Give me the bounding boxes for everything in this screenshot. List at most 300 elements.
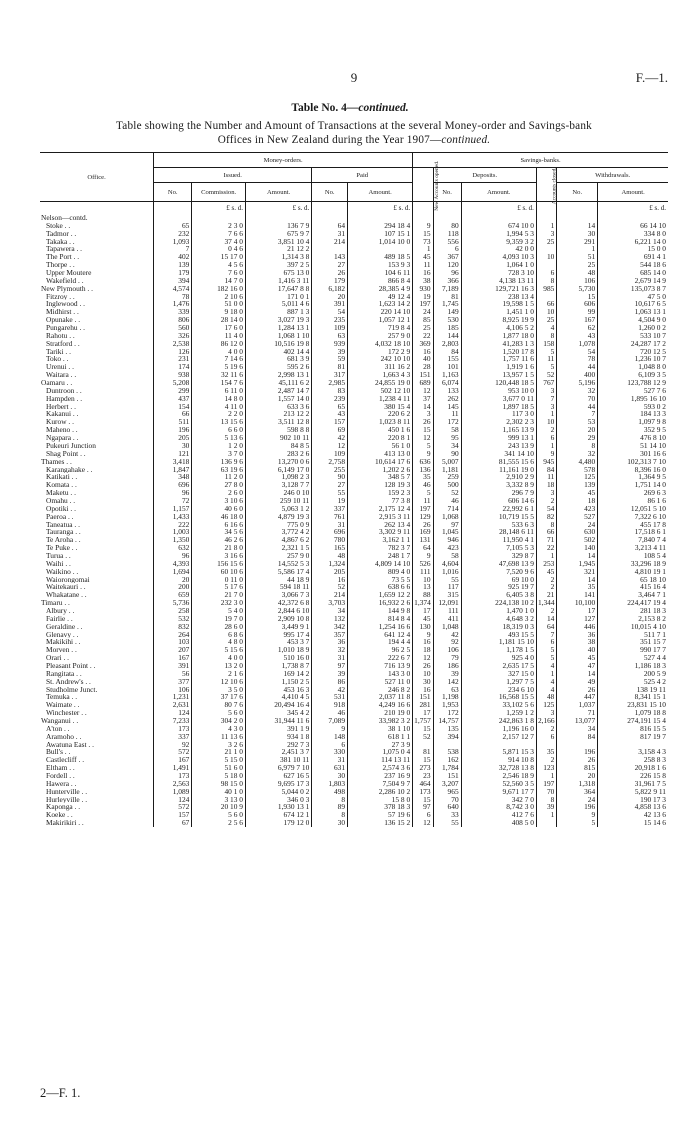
accounts-closed-cell: 9: [536, 450, 556, 458]
table-row: [40, 646, 668, 654]
office-cell: Komata . .: [40, 481, 154, 489]
issued-no-cell: 532: [154, 615, 192, 623]
deposits-amount-cell: 242,863 1 8: [461, 717, 536, 725]
withdrawals-no-cell: 167: [557, 316, 598, 324]
commission-cell: 14 7 0: [192, 277, 246, 285]
header-commission: Commission.: [192, 183, 246, 202]
office-cell: Aramoho . .: [40, 733, 154, 741]
table-row: [40, 528, 668, 536]
withdrawals-no-cell: 47: [557, 662, 598, 670]
paid-amount-cell: 128 19 3: [348, 481, 413, 489]
paid-no-cell: 391: [312, 300, 348, 308]
accounts-closed-cell: [536, 245, 556, 253]
withdrawals-no-cell: 40: [557, 646, 598, 654]
commission-cell: 6 16 6: [192, 521, 246, 529]
office-cell: Hawera . .: [40, 780, 154, 788]
commission-cell: 5 19 6: [192, 363, 246, 371]
withdrawals-amount-cell: 1,079 18 8: [634, 709, 666, 717]
accounts-closed-cell: 767: [536, 379, 556, 387]
table-row: [40, 733, 668, 741]
withdrawals-amount-cell: 3,213 4 11: [634, 544, 666, 552]
commission-cell: 80 7 6: [192, 701, 246, 709]
commission-cell: 40 1 0: [192, 788, 246, 796]
commission-cell: 4 3 0: [192, 725, 246, 733]
deposits-amount-cell: 224,138 10 2: [461, 599, 536, 607]
issued-amount-cell: 21 12 2: [245, 245, 311, 253]
office-cell: Hunterville . .: [40, 788, 154, 796]
paid-amount-cell: 814 8 4: [348, 615, 413, 623]
issued-amount-cell: 674 12 1: [245, 811, 311, 819]
withdrawals-amount-cell: 476 8 10: [640, 434, 666, 442]
withdrawals-no-cell: 24: [557, 796, 598, 804]
issued-amount-cell: 453 16 3: [245, 686, 311, 694]
new-accounts-cell: 111: [413, 568, 433, 576]
withdrawals-no-cell: 4,480: [557, 458, 598, 466]
accounts-closed-cell: 18: [536, 481, 556, 489]
withdrawals-no-cell: 196: [557, 803, 598, 811]
new-accounts-cell: 13: [413, 583, 433, 591]
issued-amount-cell: 169 14 2: [245, 670, 311, 678]
office-cell: Opunake . .: [40, 316, 154, 324]
withdrawals-amount-cell: 7,322 6 10: [634, 512, 666, 521]
office-cell: Eltham . .: [40, 764, 154, 772]
table-row: [40, 756, 668, 764]
issued-amount-cell: 246 0 10: [245, 489, 311, 497]
issued-no-cell: 106: [154, 686, 192, 694]
accounts-closed-cell: 66: [536, 528, 556, 536]
accounts-closed-cell: 2: [536, 576, 556, 584]
deposits-amount-cell: 33,102 5 6: [461, 701, 536, 709]
accounts-closed-cell: 54: [536, 505, 556, 513]
paid-amount-cell: 641 12 4: [348, 631, 413, 639]
accounts-closed-cell: 66: [536, 300, 556, 308]
deposits-no-cell: 90: [433, 450, 461, 458]
issued-amount-cell: 283 2 6: [245, 450, 311, 458]
office-cell: Tariki . .: [40, 348, 154, 356]
withdrawals-amount-cell: 4,858 13 6: [634, 803, 666, 812]
withdrawals-no-cell: 141: [557, 591, 598, 599]
withdrawals-no-cell: 17: [557, 607, 598, 615]
new-accounts-cell: 5: [413, 442, 433, 450]
issued-no-cell: 72: [154, 497, 192, 505]
paid-amount-cell: 237 16 9: [348, 772, 413, 780]
new-accounts-cell: 131: [413, 536, 433, 544]
deposits-no-cell: 423: [433, 544, 461, 552]
table-title: [0, 102, 700, 114]
table-row: [40, 245, 668, 253]
header-accounts-closed-label: Accounts closed.: [551, 167, 558, 204]
issued-no-cell: 938: [154, 371, 192, 379]
paid-no-cell: 109: [312, 324, 348, 332]
paid-no-cell: 32: [312, 646, 348, 654]
paid-no-cell: 55: [312, 489, 348, 497]
paid-no-cell: 83: [312, 387, 348, 395]
header-money-orders: Money-orders.: [154, 153, 413, 168]
issued-no-cell: 2,538: [154, 340, 192, 348]
office-cell: Herbert . .: [40, 403, 154, 411]
paid-no-cell: 2,985: [312, 379, 348, 387]
issued-no-cell: 173: [154, 772, 192, 780]
office-cell: Wakefield . .: [40, 277, 154, 285]
paid-amount-cell: 3,302 9 11: [348, 528, 413, 536]
accounts-closed-cell: 1: [536, 410, 556, 418]
issued-no-cell: 231: [154, 355, 192, 363]
new-accounts-cell: 22: [413, 332, 433, 340]
issued-no-cell: 174: [154, 363, 192, 371]
withdrawals-no-cell: 38: [557, 638, 598, 646]
withdrawals-amount-cell: 7,840 7 4: [638, 536, 666, 545]
issued-no-cell: 1,694: [154, 568, 192, 576]
paid-no-cell: 780: [312, 536, 348, 544]
issued-no-cell: 377: [154, 678, 192, 686]
issued-no-cell: 4,393: [154, 560, 192, 568]
withdrawals-amount-cell: 533 10 7: [640, 331, 666, 340]
paid-no-cell: 31: [312, 654, 348, 662]
commission-cell: 37 4 0: [192, 238, 246, 246]
paid-amount-cell: 1,014 10 0: [348, 238, 413, 246]
commission-cell: 51 0 0: [192, 300, 246, 308]
paid-no-cell: 65: [312, 403, 348, 411]
paid-no-cell: 27: [312, 261, 348, 269]
paid-no-cell: 63: [312, 332, 348, 340]
paid-no-cell: 81: [312, 363, 348, 371]
new-accounts-cell: 1: [413, 245, 433, 253]
paid-amount-cell: 15 8 0: [348, 796, 413, 804]
issued-amount-cell: 292 7 3: [245, 741, 311, 749]
issued-no-cell: 92: [154, 741, 192, 749]
commission-cell: 98 15 0: [192, 780, 246, 788]
commission-cell: 4 11 0: [192, 403, 246, 411]
deposits-no-cell: 1,016: [433, 568, 461, 576]
paid-no-cell: 143: [312, 253, 348, 261]
issued-no-cell: 1,847: [154, 466, 192, 474]
paid-no-cell: 42: [312, 434, 348, 442]
withdrawals-no-cell: 1,078: [557, 340, 598, 348]
deposits-no-cell: 965: [433, 788, 461, 796]
paid-no-cell: 19: [312, 497, 348, 505]
office-cell: Thorpe . .: [40, 261, 154, 269]
issued-no-cell: 7: [154, 245, 192, 253]
table-title-continued: continued.: [358, 102, 409, 114]
deposits-amount-cell: 296 7 9: [461, 489, 536, 497]
withdrawals-amount-cell: 51 14 10: [640, 441, 666, 450]
deposits-no-cell: 262: [433, 395, 461, 403]
office-cell: Rangitata . .: [40, 670, 154, 678]
office-cell: Makikihi . .: [40, 638, 154, 646]
commission-cell: [192, 214, 246, 222]
commission-cell: 32 11 6: [192, 371, 246, 379]
office-cell: Hampden . .: [40, 395, 154, 403]
issued-amount-cell: 213 12 2: [245, 410, 311, 418]
office-cell: Upper Moutere: [40, 269, 154, 277]
withdrawals-amount-cell: 301 16 6: [640, 449, 666, 458]
table-row: [40, 615, 668, 623]
commission-cell: 28 6 0: [192, 623, 246, 631]
commission-cell: 7 6 0: [192, 269, 246, 277]
paid-no-cell: 337: [312, 505, 348, 513]
deposits-amount-cell: 8,742 3 0: [461, 803, 536, 811]
paid-no-cell: 761: [312, 513, 348, 521]
table-row: [40, 293, 668, 301]
deposits-no-cell: 144: [433, 332, 461, 340]
withdrawals-amount-cell: 135,073 8 7: [630, 284, 666, 293]
issued-no-cell: 65: [154, 222, 192, 230]
paid-amount-cell: 28,385 4 9: [348, 285, 413, 293]
withdrawals-amount-cell: 42 13 6: [643, 811, 666, 820]
office-cell: The Port . .: [40, 253, 154, 261]
paid-amount-cell: 489 18 5: [348, 253, 413, 261]
issued-no-cell: 572: [154, 803, 192, 811]
new-accounts-cell: 26: [413, 521, 433, 529]
new-accounts-cell: 12: [413, 654, 433, 662]
table-row: [40, 371, 668, 379]
paid-no-cell: 31: [312, 756, 348, 764]
paid-no-cell: 205: [312, 568, 348, 576]
paid-amount-cell: 1,023 8 11: [348, 418, 413, 426]
accounts-closed-cell: 35: [536, 748, 556, 756]
withdrawals-no-cell: 14: [557, 576, 598, 584]
issued-amount-cell: 5,011 4 6: [245, 300, 311, 308]
withdrawals-no-cell: 578: [557, 466, 598, 474]
paid-no-cell: 214: [312, 238, 348, 246]
table-row: [40, 285, 668, 293]
deposits-amount-cell: 42 0 0: [461, 245, 536, 253]
paid-amount-cell: 242 10 10: [348, 355, 413, 363]
deposits-no-cell: 34: [433, 442, 461, 450]
commission-cell: 0 4 6: [192, 245, 246, 253]
accounts-closed-cell: [536, 741, 556, 749]
office-cell: Glenavy . .: [40, 631, 154, 639]
deposits-amount-cell: 2,910 2 9: [461, 473, 536, 481]
issued-no-cell: 1,433: [154, 513, 192, 521]
paid-amount-cell: [348, 245, 413, 253]
commission-cell: 40 6 0: [192, 505, 246, 513]
issued-no-cell: 560: [154, 324, 192, 332]
office-cell: Morven . .: [40, 646, 154, 654]
withdrawals-amount-cell: 274,191 15 4: [627, 717, 666, 725]
issued-amount-cell: 9,695 17 3: [245, 780, 311, 788]
issued-amount-cell: 6,149 17 0: [245, 466, 311, 474]
paid-no-cell: 86: [312, 678, 348, 686]
deposits-amount-cell: 234 6 10: [461, 686, 536, 694]
commission-cell: 136 9 6: [192, 458, 246, 466]
withdrawals-no-cell: 423: [557, 505, 598, 513]
commission-cell: 9 18 0: [192, 308, 246, 316]
header-deposits: Deposits.: [433, 168, 536, 183]
paid-no-cell: [312, 245, 348, 253]
issued-no-cell: 1,089: [154, 788, 192, 796]
deposits-amount-cell: 52,560 3 5: [461, 780, 536, 788]
withdrawals-no-cell: 51: [557, 253, 598, 261]
table-row: [40, 214, 668, 222]
withdrawals-amount-cell: 334 8 0: [643, 229, 666, 238]
table-row: [40, 505, 668, 513]
office-cell: Awatuna East . .: [40, 741, 154, 749]
new-accounts-cell: 18: [413, 646, 433, 654]
paid-no-cell: 12: [312, 442, 348, 450]
withdrawals-amount-cell: 455 17 8: [640, 520, 666, 529]
header-withdrawals-amount: Amount.: [598, 183, 668, 202]
paid-no-cell: 1,324: [312, 560, 348, 568]
withdrawals-no-cell: 71: [557, 709, 598, 717]
deposits-no-cell: 1,181: [433, 466, 461, 474]
deposits-no-cell: 149: [433, 308, 461, 316]
accounts-closed-cell: 71: [536, 536, 556, 544]
issued-amount-cell: 13,270 0 6: [245, 458, 311, 466]
withdrawals-no-cell: 291: [557, 238, 598, 246]
issued-no-cell: 179: [154, 269, 192, 277]
deposits-no-cell: 366: [433, 277, 461, 285]
issued-amount-cell: 136 7 9: [245, 222, 311, 230]
paid-no-cell: 27: [312, 481, 348, 489]
paid-amount-cell: 220 14 10: [348, 308, 413, 316]
withdrawals-no-cell: 10,100: [557, 599, 598, 607]
withdrawals-no-cell: 815: [557, 764, 598, 772]
issued-no-cell: 4,574: [154, 285, 192, 293]
issued-no-cell: 258: [154, 607, 192, 615]
paid-amount-cell: 1,659 12 2: [348, 591, 413, 599]
issued-no-cell: 30: [154, 442, 192, 450]
withdrawals-amount-cell: 990 17 7: [640, 646, 666, 655]
deposits-no-cell: 259: [433, 473, 461, 481]
deposits-amount-cell: 4,138 13 11: [461, 277, 536, 285]
new-accounts-cell: 15: [413, 230, 433, 238]
accounts-closed-cell: 64: [536, 623, 556, 631]
issued-no-cell: 124: [154, 796, 192, 804]
office-cell: Waitara . .: [40, 371, 154, 379]
office-cell: Nelson—contd.: [40, 214, 154, 222]
deposits-no-cell: 186: [433, 662, 461, 670]
accounts-closed-cell: 8: [536, 796, 556, 804]
withdrawals-amount-cell: 1,895 16 10: [630, 394, 666, 403]
issued-no-cell: 511: [154, 418, 192, 426]
new-accounts-cell: 197: [413, 300, 433, 308]
paid-no-cell: 39: [312, 348, 348, 356]
paid-amount-cell: 2,175 12 4: [348, 505, 413, 513]
paid-no-cell: 30: [312, 772, 348, 780]
commission-cell: 5 17 6: [192, 583, 246, 591]
withdrawals-no-cell: 139: [557, 481, 598, 489]
new-accounts-cell: 130: [413, 623, 433, 631]
deposits-amount-cell: 47,698 13 9: [461, 560, 536, 568]
commission-cell: 46 18 0: [192, 513, 246, 521]
paid-amount-cell: 136 15 2: [348, 819, 413, 827]
deposits-amount-cell: 3,677 0 11: [461, 395, 536, 403]
issued-amount-cell: 3,511 12 8: [245, 418, 311, 426]
new-accounts-cell: 19: [413, 293, 433, 301]
paid-amount-cell: 2,574 3 6: [348, 764, 413, 772]
issued-amount-cell: 5,044 0 2: [245, 788, 311, 796]
table-row: [40, 300, 668, 308]
accounts-closed-cell: 45: [536, 568, 556, 576]
paid-no-cell: 939: [312, 340, 348, 348]
office-cell: Wanganui . .: [40, 717, 154, 725]
withdrawals-no-cell: 99: [557, 308, 598, 316]
deposits-no-cell: 394: [433, 733, 461, 741]
office-cell: Waitekauri . .: [40, 583, 154, 591]
paid-no-cell: 214: [312, 591, 348, 599]
issued-amount-cell: 2,998 13 1: [245, 371, 311, 379]
deposits-amount-cell: 999 13 1: [461, 434, 536, 442]
paid-no-cell: 235: [312, 316, 348, 324]
withdrawals-amount-cell: 47 5 0: [647, 292, 666, 301]
issued-amount-cell: 397 2 5: [245, 261, 311, 269]
new-accounts-cell: 12: [413, 819, 433, 827]
issued-amount-cell: 20,494 16 4: [245, 701, 311, 709]
header-paid: Paid: [312, 168, 413, 183]
paid-amount-cell: 16,932 2 6: [348, 599, 413, 607]
office-cell: Orari . .: [40, 654, 154, 662]
new-accounts-cell: 15: [413, 796, 433, 804]
deposits-no-cell: 106: [433, 646, 461, 654]
issued-no-cell: 67: [154, 819, 192, 827]
deposits-amount-cell: 925 4 0: [461, 654, 536, 662]
table-row: [40, 466, 668, 474]
issued-no-cell: 402: [154, 253, 192, 261]
issued-amount-cell: 453 3 7: [245, 638, 311, 646]
issued-no-cell: 3,418: [154, 458, 192, 466]
footer-reference: 2—F. 1.: [40, 1086, 81, 1100]
table-row: [40, 709, 668, 717]
deposits-no-cell: 1,068: [433, 513, 461, 521]
commission-cell: 5 15 6: [192, 646, 246, 654]
commission-cell: 17 6 0: [192, 324, 246, 332]
office-cell: Winchester . .: [40, 709, 154, 717]
withdrawals-amount-cell: 544 18 6: [640, 261, 666, 270]
commission-cell: 60 10 6: [192, 568, 246, 576]
table-row: [40, 811, 668, 819]
deposits-no-cell: 4,604: [433, 560, 461, 568]
paid-amount-cell: 143 3 0: [348, 670, 413, 678]
paid-amount-cell: 73 5 5: [348, 576, 413, 584]
issued-amount-cell: 934 1 8: [245, 733, 311, 741]
deposits-no-cell: 101: [433, 363, 461, 371]
table-row: [40, 670, 668, 678]
office-cell: Fairlie . .: [40, 615, 154, 623]
issued-no-cell: 167: [154, 654, 192, 662]
issued-no-cell: 121: [154, 450, 192, 458]
subtitle-line-1: Table showing the Number and Amount of Transactions at the several Money-order and Savings-bank: [116, 120, 592, 132]
commission-cell: 5 6 0: [192, 811, 246, 819]
issued-amount-cell: 4,410 4 5: [245, 693, 311, 701]
new-accounts-cell: 25: [413, 324, 433, 332]
office-cell: Taneatua . .: [40, 521, 154, 529]
deposits-amount-cell: 533 6 3: [461, 521, 536, 529]
issued-amount-cell: 887 1 3: [245, 308, 311, 316]
unit-commission: £ s. d.: [192, 202, 246, 215]
commission-cell: 5 15 0: [192, 756, 246, 764]
commission-cell: 63 19 6: [192, 466, 246, 474]
table-row: [40, 717, 668, 725]
new-accounts-cell: 281: [413, 701, 433, 709]
issued-no-cell: 391: [154, 662, 192, 670]
header-issued: Issued.: [154, 168, 312, 183]
paid-amount-cell: 311 16 2: [348, 363, 413, 371]
commission-cell: 34 5 6: [192, 528, 246, 536]
deposits-no-cell: 42: [433, 631, 461, 639]
new-accounts-cell: 636: [413, 458, 433, 466]
header-paid-no: No.: [312, 183, 348, 202]
table-row: [40, 560, 668, 568]
withdrawals-no-cell: 49: [557, 678, 598, 686]
office-cell: Ngapara . .: [40, 434, 154, 442]
issued-no-cell: 20: [154, 576, 192, 584]
table-row: [40, 261, 668, 269]
accounts-closed-cell: 253: [536, 560, 556, 568]
paid-no-cell: 42: [312, 686, 348, 694]
new-accounts-cell: 129: [413, 513, 433, 521]
paid-amount-cell: 527 11 0: [348, 678, 413, 686]
